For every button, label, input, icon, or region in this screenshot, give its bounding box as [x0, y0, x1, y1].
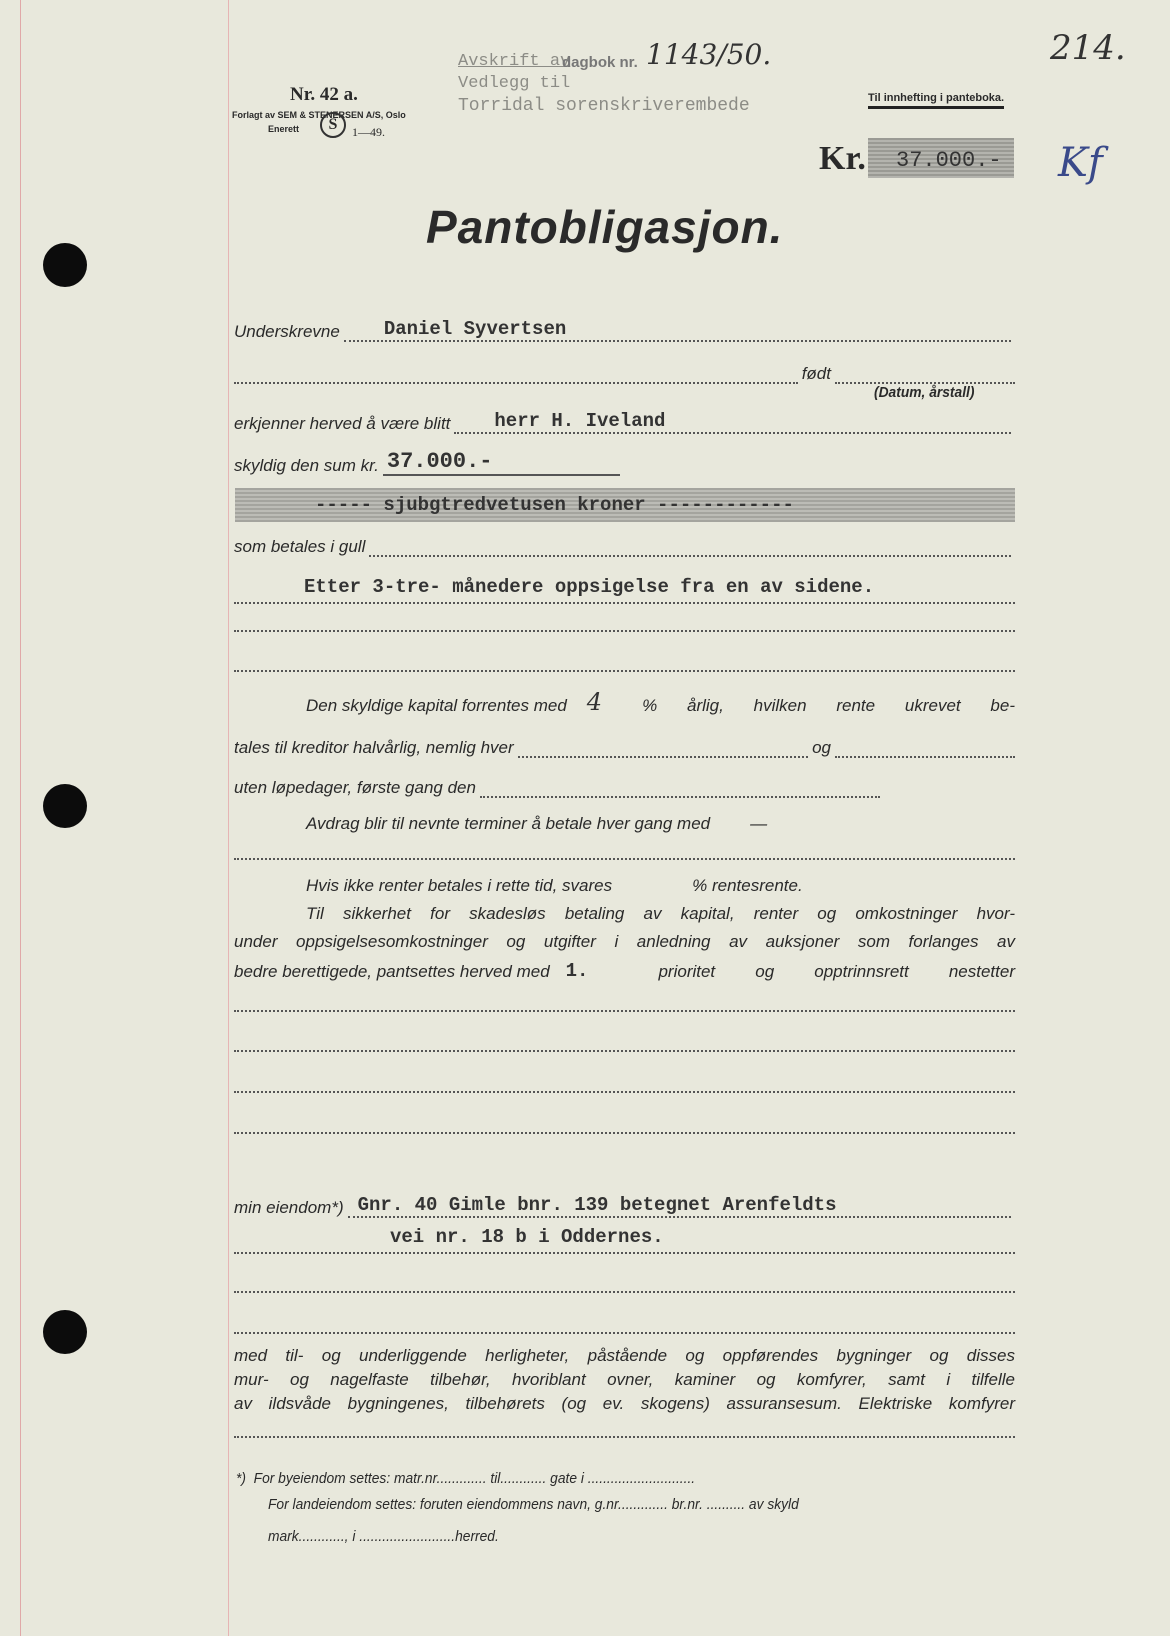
- terms-value: Etter 3-tre- månedere oppsigelse fra en av sidene.: [304, 576, 875, 598]
- priority-row: [234, 958, 1015, 982]
- dotted-line: [234, 630, 1015, 632]
- dotted-line: [234, 1010, 1015, 1012]
- edition: 1—49.: [352, 125, 385, 139]
- interest-label-2: % årlig, hvilken rente ukrevet be-: [642, 696, 1015, 715]
- page-edge-line: [20, 0, 21, 1636]
- footnote-line-1: *) For byeiendom settes: matr.nr............. til............ gate i ............................: [236, 1470, 696, 1487]
- fodt-label: født: [801, 364, 831, 383]
- property-row: [234, 1194, 1015, 1218]
- initials: Kf: [1058, 140, 1103, 186]
- forste-gang-row: [234, 774, 884, 798]
- property-value-1: Gnr. 40 Gimle bnr. 139 betegnet Arenfeldts: [357, 1194, 837, 1216]
- dotted-line: [234, 1050, 1015, 1052]
- kr-amount: 37.000.-: [896, 148, 1002, 173]
- punch-hole: [43, 784, 87, 828]
- property-label: min eiendom*): [234, 1198, 344, 1217]
- security-line-1: Til sikkerhet for skadesløs betaling av kapital, renter og omkostninger hvor-: [306, 904, 1015, 923]
- halvarlig-row: [234, 734, 1015, 758]
- rentesrente-label-2: % rentesrente.: [692, 876, 803, 895]
- amount-words-box: [235, 488, 1015, 522]
- forste-gang-label: uten løpedager, første gang den: [234, 778, 476, 797]
- avdrag-row: [234, 810, 1015, 834]
- priority-value: 1.: [565, 960, 589, 982]
- punch-hole: [43, 243, 87, 287]
- footnote-line-2: For landeiendom settes: foruten eiendommens navn, g.nr............. br.nr. .......... av skyld: [268, 1496, 799, 1513]
- underskrevne-row: [234, 318, 1015, 342]
- skyldig-label: skyldig den sum kr.: [234, 456, 379, 475]
- priority-label-2: prioritet og opptrinnsrett nestetter: [658, 962, 1015, 981]
- dotted-line: [234, 1291, 1015, 1293]
- datum-note: (Datum, årstall): [874, 384, 975, 401]
- property-value-2: vei nr. 18 b i Oddernes.: [390, 1226, 664, 1248]
- interest-label: Den skyldige kapital forrentes med: [306, 696, 567, 715]
- dotted-line: [234, 1332, 1015, 1334]
- og-label: og: [812, 738, 831, 757]
- red-margin-line: [228, 0, 229, 1636]
- vedlegg-stamp: Vedlegg til: [458, 74, 571, 93]
- rentesrente-label: Hvis ikke renter betales i rette tid, svares: [306, 876, 613, 895]
- dotted-line: [234, 1132, 1015, 1134]
- security-line-2: under oppsigelsesomkostninger og utgifter i anledning av auksjoner som forlanges av: [234, 932, 1015, 951]
- dotted-line: [234, 1226, 1015, 1254]
- punch-hole: [43, 1310, 87, 1354]
- dagbok-label: dagbok nr.: [562, 54, 638, 71]
- innhefting-note: Til innhefting i panteboka.: [868, 92, 1004, 109]
- underskrevne-label: Underskrevne: [234, 322, 340, 341]
- office-stamp: Torridal sorenskriverembede: [458, 96, 750, 116]
- creditor-value: herr H. Iveland: [494, 410, 666, 432]
- kr-label: Kr.: [819, 140, 866, 177]
- skyldig-row: [234, 449, 624, 476]
- closing-line-2: mur- og nagelfaste tilbehør, hvoriblant ovner, kaminer og komfyrer, samt i tilfelle: [234, 1370, 1015, 1389]
- amount-words: ----- sjubgtredvetusen kroner ------------: [315, 494, 794, 516]
- publisher-logo: S: [320, 112, 346, 138]
- priority-label: bedre berettigede, pantsettes herved med: [234, 962, 550, 981]
- rentesrente-row: [234, 872, 1015, 896]
- closing-line-1: med til- og underliggende herligheter, påstående og oppførendes bygninger og disses: [234, 1346, 1015, 1365]
- gull-label: som betales i gull: [234, 537, 366, 556]
- avskrift-stamp: Avskrift av: [458, 52, 571, 71]
- dotted-line: [234, 1436, 1015, 1438]
- erkjenner-row: [234, 410, 1015, 434]
- erkjenner-label: erkjenner herved å være blitt: [234, 414, 451, 433]
- avdrag-label: Avdrag blir til nevnte terminer å betale hver gang med: [306, 814, 711, 833]
- halvarlig-label: tales til kreditor halvårlig, nemlig hver: [234, 738, 514, 757]
- closing-line-3: av ildsvåde bygningenes, tilbehørets (og ev. skogens) assuransesum. Elektriske komfyrer: [234, 1394, 1015, 1413]
- fodt-row: [234, 360, 1015, 384]
- skyldig-value: 37.000.-: [386, 449, 493, 474]
- dotted-line: [234, 1091, 1015, 1093]
- page-number: 214.: [1050, 28, 1126, 68]
- underskrevne-value: Daniel Syvertsen: [383, 318, 567, 340]
- footnote-line-3: mark............, i .........................herred.: [268, 1528, 499, 1545]
- dotted-line: [234, 576, 1015, 604]
- form-number: Nr. 42 a.: [290, 84, 358, 105]
- dotted-line: [234, 670, 1015, 672]
- kr-amount-box: [868, 138, 1014, 178]
- gull-row: [234, 533, 1015, 557]
- dotted-line: [234, 858, 1015, 860]
- enerett: Enerett: [268, 124, 300, 134]
- interest-row: [234, 688, 1015, 716]
- dagbok-number: 1143/50.: [646, 38, 772, 71]
- publisher: Forlagt av SEM & STENERSEN A/S, Oslo: [232, 110, 406, 120]
- interest-rate: 4: [586, 688, 603, 716]
- page-title: Pantobligasjon.: [426, 201, 784, 253]
- avdrag-value: —: [750, 814, 768, 833]
